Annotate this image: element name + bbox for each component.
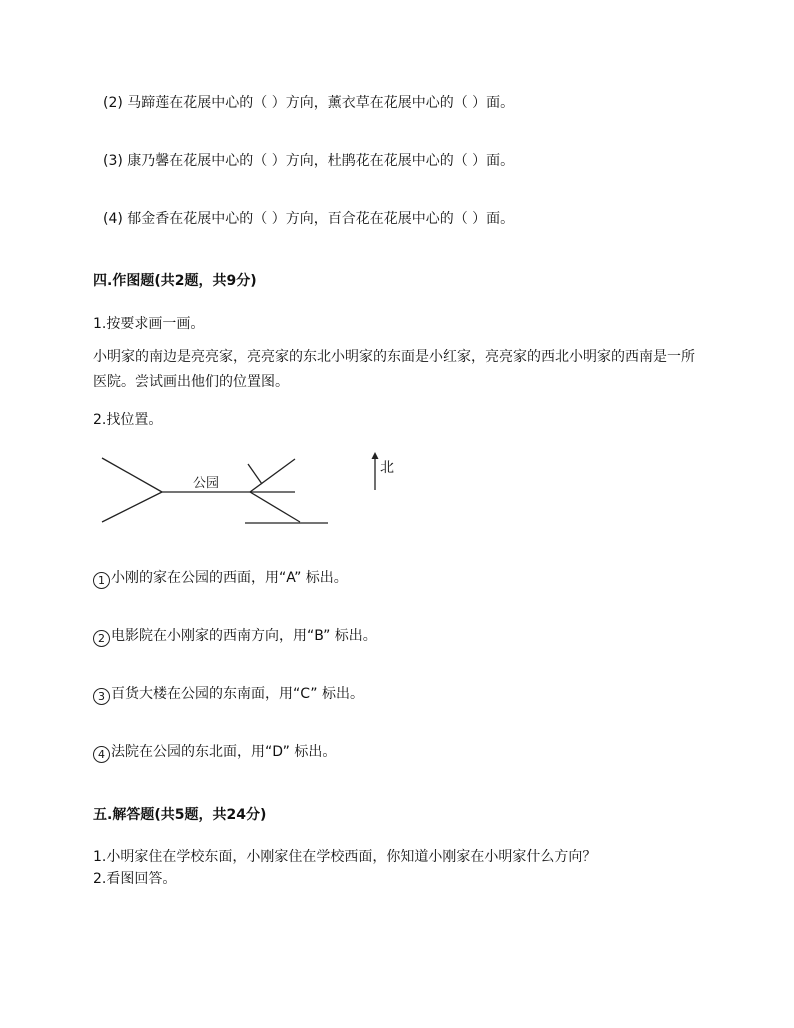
circled-number: 3 [93, 688, 110, 705]
answer-question-1: 1.小明家住在学校东面，小刚家住在学校西面，你知道小刚家在小明家什么方向？ [93, 849, 597, 865]
road-left-upper [102, 458, 162, 492]
subitem-2 [93, 626, 377, 647]
circled-number: 1 [93, 572, 110, 589]
subitem-1 [93, 568, 348, 589]
drawing-question-1-title: 1.按要求画一画。 [93, 316, 205, 332]
road-right-lower [250, 492, 300, 522]
road-left-lower [102, 492, 162, 522]
park-map [90, 450, 410, 535]
subitem-text: 电影院在小刚家的西南方向，用“B” 标出。 [111, 628, 377, 644]
subitem-text: 百货大楼在公园的东南面，用“C” 标出。 [111, 686, 364, 702]
circled-number: 2 [93, 630, 110, 647]
section5-heading: 五.解答题(共5题，共24分) [93, 807, 267, 823]
question-3: (3) 康乃馨在花展中心的（ ）方向，杜鹃花在花展中心的（ ）面。 [103, 153, 515, 169]
question-4: (4) 郁金香在花展中心的（ ）方向，百合花在花展中心的（ ）面。 [103, 211, 515, 227]
north-label: 北 [380, 460, 394, 476]
park-label: 公园 [193, 476, 220, 491]
drawing-question-2-title: 2.找位置。 [93, 412, 163, 428]
question-2: (2) 马蹄莲在花展中心的（ ）方向，薰衣草在花展中心的（ ）面。 [103, 95, 515, 111]
north-arrow-head [372, 452, 379, 459]
subitem-text: 法院在公园的东北面，用“D” 标出。 [111, 744, 337, 760]
subitem-text: 小刚的家在公园的西面，用“A” 标出。 [111, 570, 348, 586]
drawing-question-1-text: 小明家的南边是亮亮家，亮亮家的东北小明家的东面是小红家，亮亮家的西北小明家的西南是一所医院。尝试画出他们的位置图。 [93, 349, 695, 390]
subitem-3 [93, 684, 364, 705]
circled-number: 4 [93, 746, 110, 763]
subitem-4 [93, 742, 336, 763]
road-right-short [248, 464, 262, 484]
section4-heading: 四.作图题(共2题，共9分) [93, 273, 257, 289]
answer-question-2: 2.看图回答。 [93, 871, 177, 887]
